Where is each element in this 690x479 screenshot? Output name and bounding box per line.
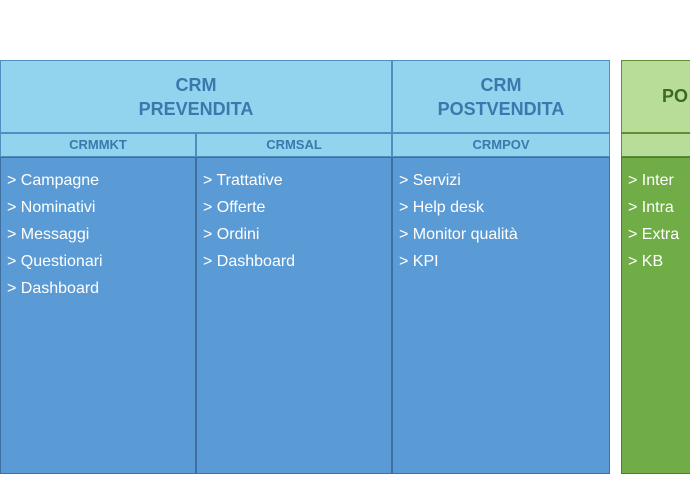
list-item: > Offerte [203,199,266,216]
list-item: > KB [628,253,664,270]
list-item: > Ordini [203,226,260,243]
list-item: > Extra [628,226,680,243]
list-item: > KPI [399,253,439,270]
crm-prevendita-line2: PREVENDITA [138,98,254,119]
list-item: > Monitor qualità [399,226,518,243]
list-item: > Dashboard [7,280,100,297]
crm-postvendita-line2: POSTVENDITA [437,98,565,119]
list-item: > Nominativi [7,199,96,216]
portal-list [621,157,690,474]
crm-postvendita-header [392,60,610,133]
list-item: > Intra [628,199,674,216]
crmpov-subheader: CRMPOV [392,133,610,157]
list-item: > Help desk [399,199,484,216]
portal-header [621,60,690,133]
portal-subheader [621,133,690,157]
list-item: > Campagne [7,172,100,189]
crmmkt-list [0,157,196,474]
list-item: > Servizi [399,172,461,189]
crmsal-list [196,157,392,474]
crmpov-list [392,157,610,474]
list-item: > Trattative [203,172,283,189]
list-item: > Messaggi [7,226,90,243]
list-item: > Inter [628,172,674,189]
crm-postvendita-line1: CRM [480,74,522,95]
list-item: > Dashboard [203,253,296,270]
crmsal-subheader: CRMSAL [196,133,392,157]
crmmkt-subheader: CRMMKT [0,133,196,157]
crm-prevendita-line1: CRM [175,74,217,95]
portal-header-label: PO [662,86,689,106]
crm-prevendita-header [0,60,392,133]
list-item: > Questionari [7,253,103,270]
